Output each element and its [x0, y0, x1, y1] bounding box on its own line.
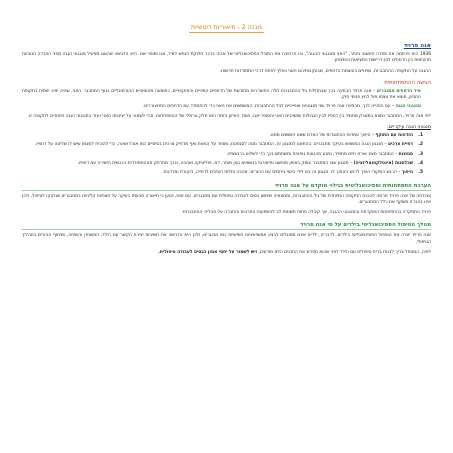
heading-developmental: הגישה ההתפתחותית	[384, 79, 431, 86]
defense-number: 1.	[418, 133, 423, 139]
defense-number: 2.	[418, 142, 423, 148]
defense-item	[22, 170, 431, 176]
critique-paragraph-2: פרויד התמקדה בהתפתחות המוקדמת ובמנגנוני ההגנה, אך קיבלה פחות תשומת לב להשפעות התרבות והחברה על תהליכי ההתבגרות.	[181, 210, 431, 216]
defense-text	[22, 133, 413, 139]
defense-body: – הרגש המקורי הופך לרגש ההפוך לו. מנגנון זה בא לידי ביטוי ביחסים עם ההורים: אהבה ותלות הופכים לדחייה, ביקורת ומרדנות.	[162, 170, 401, 176]
defense-body: – מנגנון שבו המתבגר עוסק באופן מופשט ותיאורטי בנושאים כגון מוסר, דת, פוליטיקה ואהבה, ובכך מתרחק מההתמודדות הרגשית הישירה עם דחפיו.	[77, 160, 353, 166]
defense-lead: היפוך	[401, 170, 413, 176]
adolescence-paragraph: לפי אנה פרויד, המתבגר נמצא במאבק מתמיד בין דחפיו לבין הגבולות שמציבים האני והסופר-אגו. חוסר האיזון הזמני הוא חלק נורמלי של ההתפתחות, וכדי לשמור על יציבותו האני נעזר במנגנוני הגנה מיוחדים לתקופה זו.	[27, 113, 431, 119]
defense-number: 4.	[418, 160, 423, 166]
adolescence-item-1-text: – אנה פרויד הבחינה בכך שבתחילת גיל ההתבגרות חלה התעוררות מחודשת של הדחפים המיניים והתוקפניים, כתוצאה מהשינויים ההורמונליים בגוף המתבגר. האני, שהיה יציב יחסית בתקופת החביון, מוצא את עצמו מול לחץ פנימי חזק.	[22, 88, 421, 101]
defense-body: – המתבגר מציג אורח חיים מחמיר, נמנע מהנאות גופניות ומשתמש בכך כדי לשלוט ברגשותיו.	[226, 151, 398, 157]
adolescence-item-1	[22, 89, 431, 102]
defense-number: 3.	[418, 151, 423, 157]
method-paragraph-2	[22, 250, 431, 256]
defense-lead: דחיית צרכים	[387, 142, 413, 148]
defense-lead: סגפנות	[398, 151, 413, 157]
defense-body: – מנגנון הגנה המשמש בעיקר מתבגרים. בהתאם למנגנון זה, המתבגר נוטה לסגפנות, מוותר על הנאות ואף מדחיק צרכים בסיסיים כמו אוכל ושינה, כדי להוכיח לעצמו שיש לו שליטה על דחפיו.	[34, 142, 387, 148]
intro-paragraph-1: 1936 היא פרסמה את ספרה החשוב ביותר, "האני ומנגנוני ההגנה", ובו הרחיבה את המודל הפסיכואנליטי של אביה בדבר חלוקת הנפש לאיד, אגו וסופר-אגו. היא הדגישה שהאגו מפעיל מנגנוני הגנה מפני החרדה הנובעת מהעימות בין הדחפים לבין דרישות המציאות והמצפון.	[22, 52, 431, 64]
defense-text	[22, 170, 413, 176]
defense-lead: שכלתנות (אינטלקטואליזציה)	[353, 160, 413, 166]
defense-item	[22, 161, 431, 167]
defense-body: – היפוך עמדות ההתנגדות של האדם שאנו חוששים ממנו.	[269, 133, 374, 139]
method-paragraph-1: אנה פרויד יצרה את הטיפול הפסיכואנליטי בילדים. לדבריה, ילדים אינם מסוגלים לבצע אסוציאציות חופשיות כמו מבוגרים, ולכן היא הדגישה את חשיבות יצירת הקשר עם הילד, המשחק והשיחה, ושיתוף ההורים בתהליך הטיפולי.	[22, 233, 431, 245]
adolescence-item-2-text: – עם הפנייה לכך, מבחינה אנה פרויד שני מנגנונים אופייניים לגיל ההתבגרות, המשמשים את האני כדי להתמודד עם הדחפים המתעוררים.	[142, 104, 395, 110]
defense-number: 5.	[418, 170, 423, 176]
heading-anna-freud: אנה פרויד	[403, 43, 431, 49]
intro-paragraph-2: ההגנה על התקופה ההתבגרות, ושינויים בעוצמת הדחפים, שבעקבותיהם האני נאלץ לפתח דרכי התמודדות חדשות.	[219, 68, 431, 74]
title-wrap	[22, 14, 431, 33]
defense-item	[22, 142, 431, 148]
adolescence-item-1-lead: איד הדחפים מתגברים	[376, 88, 421, 94]
heading-defenses: מנגנוני הגנה עיקריים:	[387, 125, 431, 131]
defense-text	[22, 142, 413, 148]
page-title: מבנה 2 - תיאוריות ריגושיות	[191, 24, 262, 31]
defense-lead: הזדהות עם התוקף	[375, 133, 413, 139]
defense-item	[22, 133, 431, 139]
heading-method: מהלך הטיפול הפסיכואנליטי בילדים על פי אנה פרויד	[22, 222, 431, 230]
heading-critique: הערכת התפתחותית ופסיכואנליטית בגילוי מוקדם על אנה פרויד	[22, 183, 431, 191]
defense-text	[22, 152, 413, 158]
defense-text	[22, 161, 413, 167]
method-emphasis: ויש לשמור על יחסי אמון כבסיס לעבודה טיפולית.	[158, 250, 258, 256]
adolescence-item-2-lead: מנגנוני הגנה	[395, 104, 421, 110]
adolescence-item-2	[22, 104, 431, 110]
critique-paragraph-1: עבודתה של אנה פרויד תרמה להבנת התקופה המיוחדת של גיל ההתבגרות, וממצאיה שימשו בסיס לעבודה טיפולית עם מתבגרים. עם זאת, נטען כי תיאורה מבוסס בעיקר על תצפיות קליניות במתבגרים שנזקקו לטיפול, ולכן אינו בהכרח משקף את כלל המתבגרים.	[22, 193, 431, 205]
method-paragraph-2-text: לפיה, המטפל צריך לבנות ברית טיפולית עם הילד לפני שהוא מפרש את התכנים הלא מודעים,	[258, 250, 431, 256]
defense-item	[22, 152, 431, 158]
